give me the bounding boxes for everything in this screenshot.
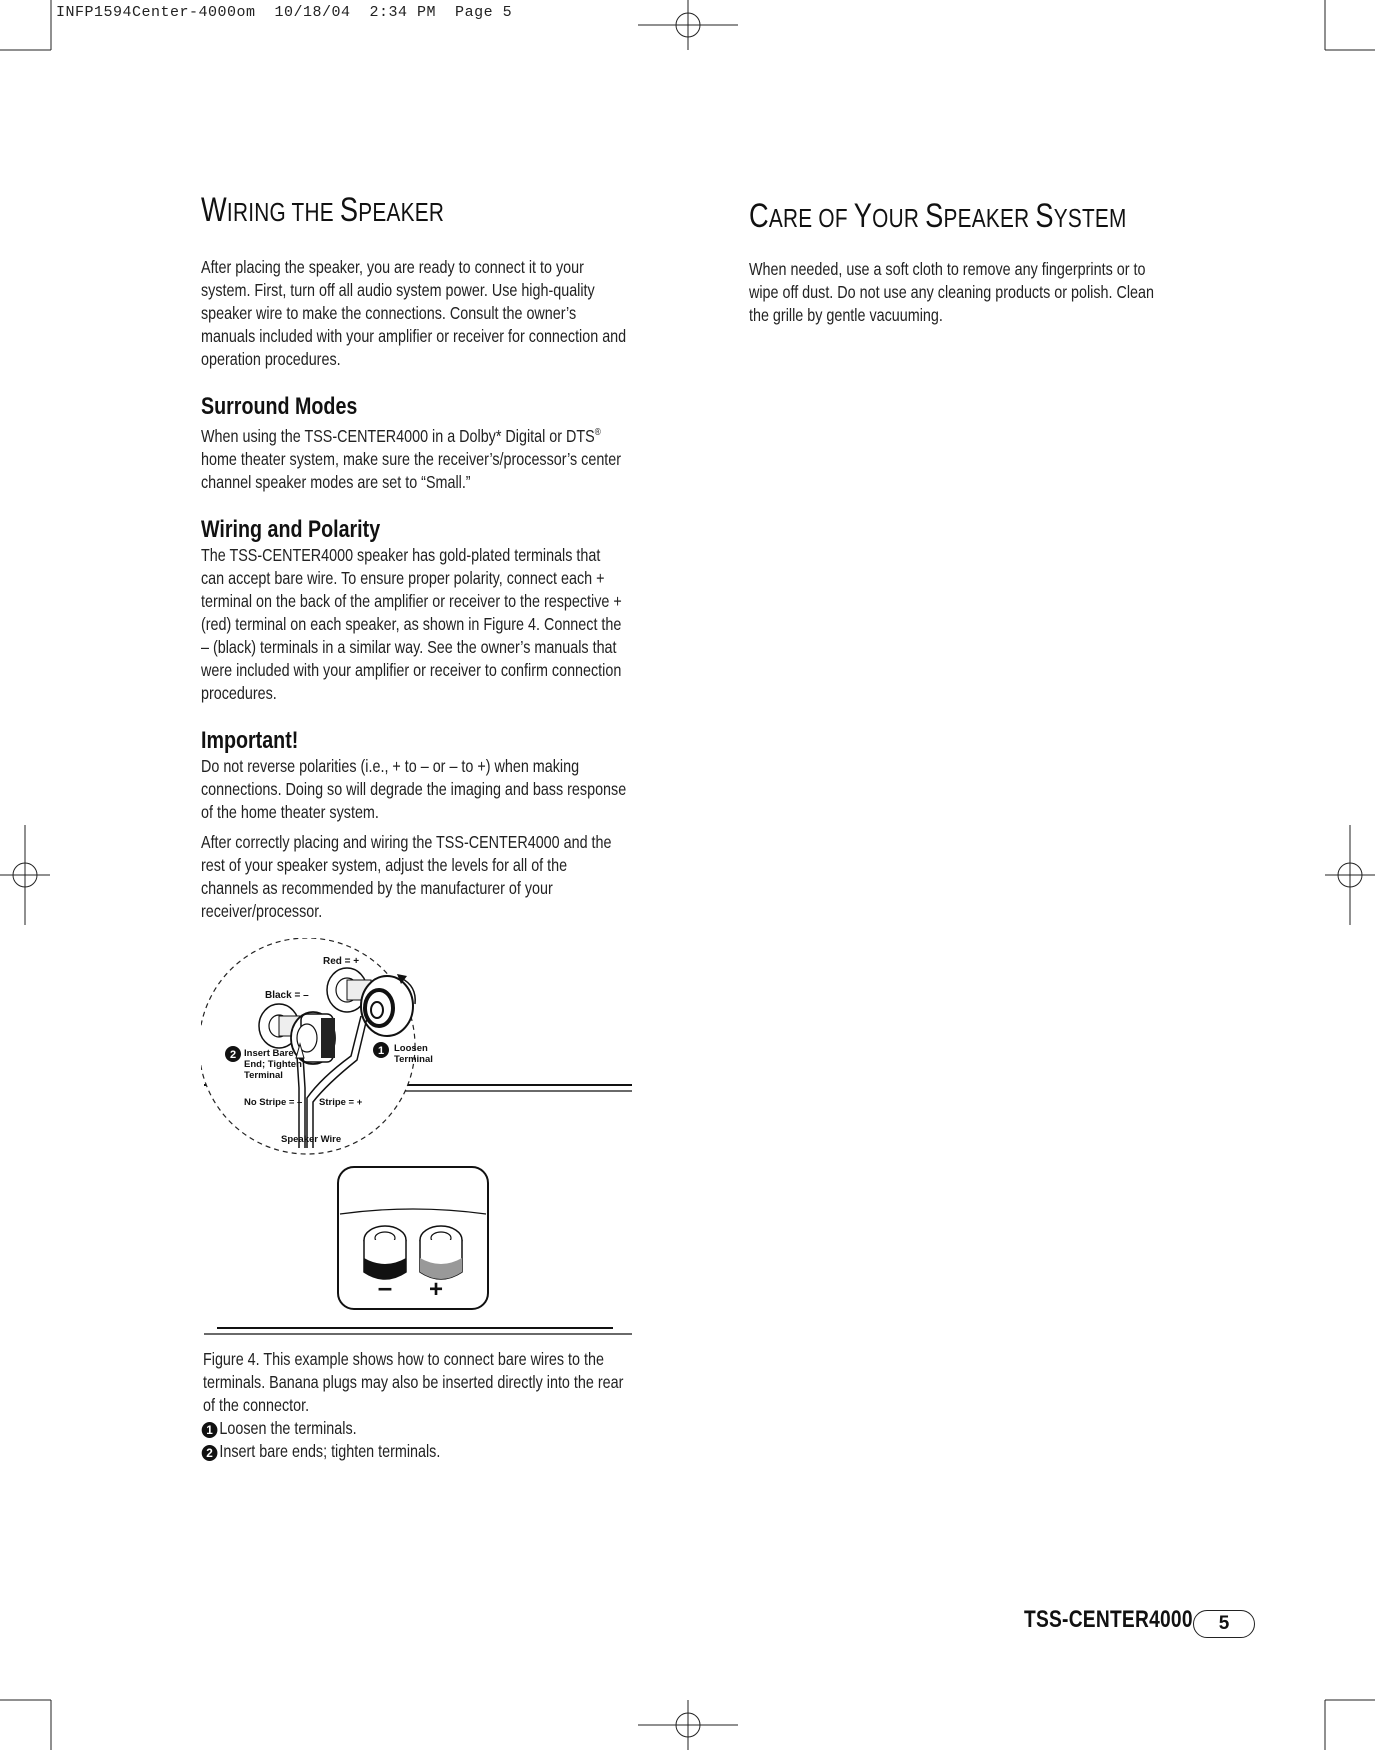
caption-step-2: 2 Insert bare ends; tighten terminals. bbox=[203, 1440, 638, 1463]
caption-step-1: 1 Loosen the terminals. bbox=[203, 1417, 638, 1440]
wiring-section bbox=[201, 190, 631, 923]
figure-4-diagram bbox=[201, 938, 641, 1338]
surround-text: When using the TSS-CENTER4000 in a Dolby* Digital or DTS® home theater system, make sure the receiver’s/processor’s center channel speaker modes are set to “Small.” bbox=[201, 425, 622, 492]
insert-label-line-3: Terminal bbox=[244, 1070, 283, 1081]
insert-label-line-2: End; Tighten bbox=[244, 1059, 302, 1070]
loosened-knob-icon bbox=[361, 974, 415, 1036]
insert-label-line-1: Insert Bare bbox=[244, 1048, 294, 1059]
badge-2: 2 bbox=[229, 1049, 237, 1061]
step-2-badge: 2 bbox=[202, 1445, 218, 1461]
registration-mark-bottom bbox=[638, 1700, 738, 1750]
wiring-title: WIRING THE SPEAKER bbox=[201, 191, 445, 229]
printer-slug: INFP1594Center-4000om 10/18/04 2:34 PM Page 5 bbox=[56, 4, 513, 21]
footer-model-name: TSS-CENTER4000 bbox=[1024, 1606, 1193, 1633]
minus-label: – bbox=[377, 1272, 393, 1302]
care-title: CARE OF YOUR SPEAKER SYSTEM bbox=[749, 197, 1127, 235]
no-stripe-label: No Stripe = – bbox=[244, 1097, 303, 1108]
stripe-label: Stripe = + bbox=[319, 1097, 363, 1108]
step-1-badge: 1 bbox=[202, 1422, 218, 1438]
loosen-label-line-1: Loosen bbox=[394, 1043, 428, 1054]
polarity-heading: Wiring and Polarity bbox=[201, 515, 381, 543]
surround-heading: Surround Modes bbox=[201, 393, 358, 420]
registration-mark-left bbox=[0, 825, 50, 925]
registration-mark-right bbox=[1325, 825, 1375, 925]
figure-4-caption bbox=[203, 1348, 643, 1463]
care-text: When needed, use a soft cloth to remove any fingerprints or to wipe off dust. Do not use any cleaning products or polish. Clean the grille by gentle vacuuming. bbox=[749, 259, 1154, 325]
speaker-terminal-panel-icon bbox=[338, 1167, 488, 1309]
red-label: Red = + bbox=[323, 956, 360, 967]
badge-1: 1 bbox=[377, 1045, 385, 1057]
polarity-text: The TSS-CENTER4000 speaker has gold-plated terminals that can accept bare wire. To ensure proper polarity, connect each + terminal on the back of the amplifier or receiver to the respective + (red) terminal on each speaker, as shown in Figure 4. Connect the – (black) terminals in a similar way. See the owner’s manuals that were included with your amplifier or receiver to confirm connection procedures. bbox=[201, 544, 622, 703]
wiring-intro: After placing the speaker, you are ready to connect it to your system. First, turn off all audio system power. Use high-quality speaker wire to make the connections. Consult the owner’s manuals included with your amplifier or receiver for connection and operation procedures. bbox=[201, 257, 627, 369]
plus-label: + bbox=[428, 1276, 444, 1303]
after-text: After correctly placing and wiring the TSS-CENTER4000 and the rest of your speaker system, adjust the levels for all of the channels as recommended by the manufacturer of your receiver/processor. bbox=[201, 831, 612, 921]
important-heading: Important! bbox=[201, 726, 299, 754]
black-label: Black = – bbox=[265, 990, 309, 1001]
page-number: 5 bbox=[1193, 1610, 1255, 1638]
loosen-label-line-2: Terminal bbox=[394, 1054, 433, 1065]
caption-text: Figure 4. This example shows how to connect bare wires to the terminals. Banana plugs may also be inserted directly into the rear of the connector. bbox=[203, 1349, 624, 1415]
important-text: Do not reverse polarities (i.e., + to – or – to +) when making connections. Doing so will degrade the imaging and bass response of the home theater system. bbox=[201, 755, 627, 822]
speaker-wire-label: Speaker Wire bbox=[281, 1134, 342, 1145]
registration-mark-top bbox=[638, 0, 738, 50]
care-section bbox=[749, 196, 1179, 327]
